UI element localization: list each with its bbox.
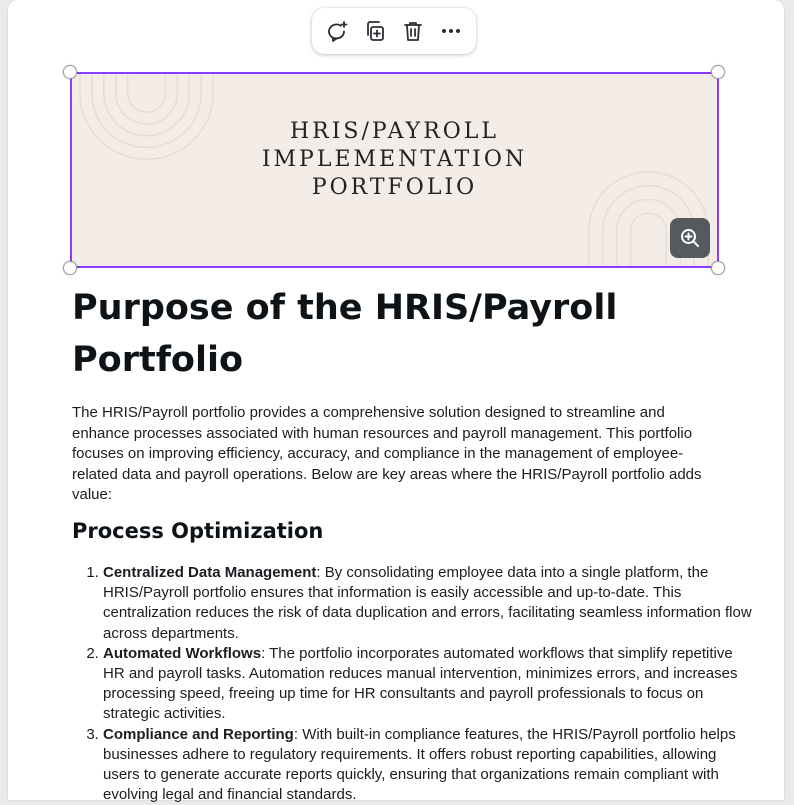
section-heading[interactable]: Process Optimization — [72, 519, 324, 543]
duplicate-button[interactable] — [358, 14, 392, 48]
list-item[interactable] — [103, 725, 753, 805]
resize-handle-bottom-left[interactable] — [63, 261, 77, 275]
add-comment-button[interactable] — [320, 14, 354, 48]
list-item-text: : The portfolio incorporates automated workflows that simplify repetitive HR and payroll tasks. Automation reduces manual intervention, minimizes errors, and increases processing speed, freeing up time for HR consultants and payroll professionals to focus on strategic activities. — [103, 644, 738, 723]
trash-icon — [401, 19, 425, 43]
delete-button[interactable] — [396, 14, 430, 48]
more-options-button[interactable] — [434, 14, 468, 48]
more-options-icon — [439, 19, 463, 43]
duplicate-icon — [363, 19, 387, 43]
list-item[interactable] — [103, 563, 753, 644]
zoom-in-button[interactable] — [670, 218, 710, 258]
element-toolbar — [312, 8, 476, 54]
list-item-text: : With built-in compliance features, the HRIS/Payroll portfolio helps businesses adhere to regulatory requirements. It offers robust reporting capabilities, allowing users to generate accurate reports quickly, ensuring that organizations remain compliant with evolving legal and financial standards. — [103, 725, 736, 804]
comment-add-icon — [325, 19, 349, 43]
banner-title — [72, 118, 717, 202]
list-item-term: Automated Workflows — [103, 644, 262, 662]
resize-handle-top-left[interactable] — [63, 65, 77, 79]
resize-handle-bottom-right[interactable] — [711, 261, 725, 275]
zoom-in-icon — [678, 226, 702, 250]
list-item-term: Centralized Data Management — [103, 564, 317, 581]
banner-title-line: PORTFOLIO — [311, 175, 478, 200]
banner-title-line: IMPLEMENTATION — [261, 147, 528, 172]
page-title[interactable]: Purpose of the HRIS/Payroll Portfolio — [72, 288, 618, 380]
list-item[interactable] — [103, 644, 753, 725]
list-item-term: Compliance and Reporting — [103, 725, 294, 743]
banner-title-line: HRIS/PAYROLL — [289, 119, 500, 144]
resize-handle-top-right[interactable] — [711, 65, 725, 79]
numbered-list — [72, 563, 753, 805]
title-banner-image[interactable] — [70, 72, 719, 268]
list-item-text: : By consolidating employee data into a single platform, the HRIS/Payroll portfolio ensures that information is easily accessible and up-to-date. This centralization reduces the risk of data duplication and errors, facilitating seamless information flow across departments. — [103, 564, 752, 642]
intro-paragraph[interactable]: The HRIS/Payroll portfolio provides a comprehensive solution designed to streamline and enhance processes associated with human resources and payroll management. This portfolio focuses on improving efficiency, accuracy, and compliance in the management of employee-related data and payroll operations. Below are key areas where the HRIS/Payroll portfolio adds value: — [72, 404, 702, 503]
